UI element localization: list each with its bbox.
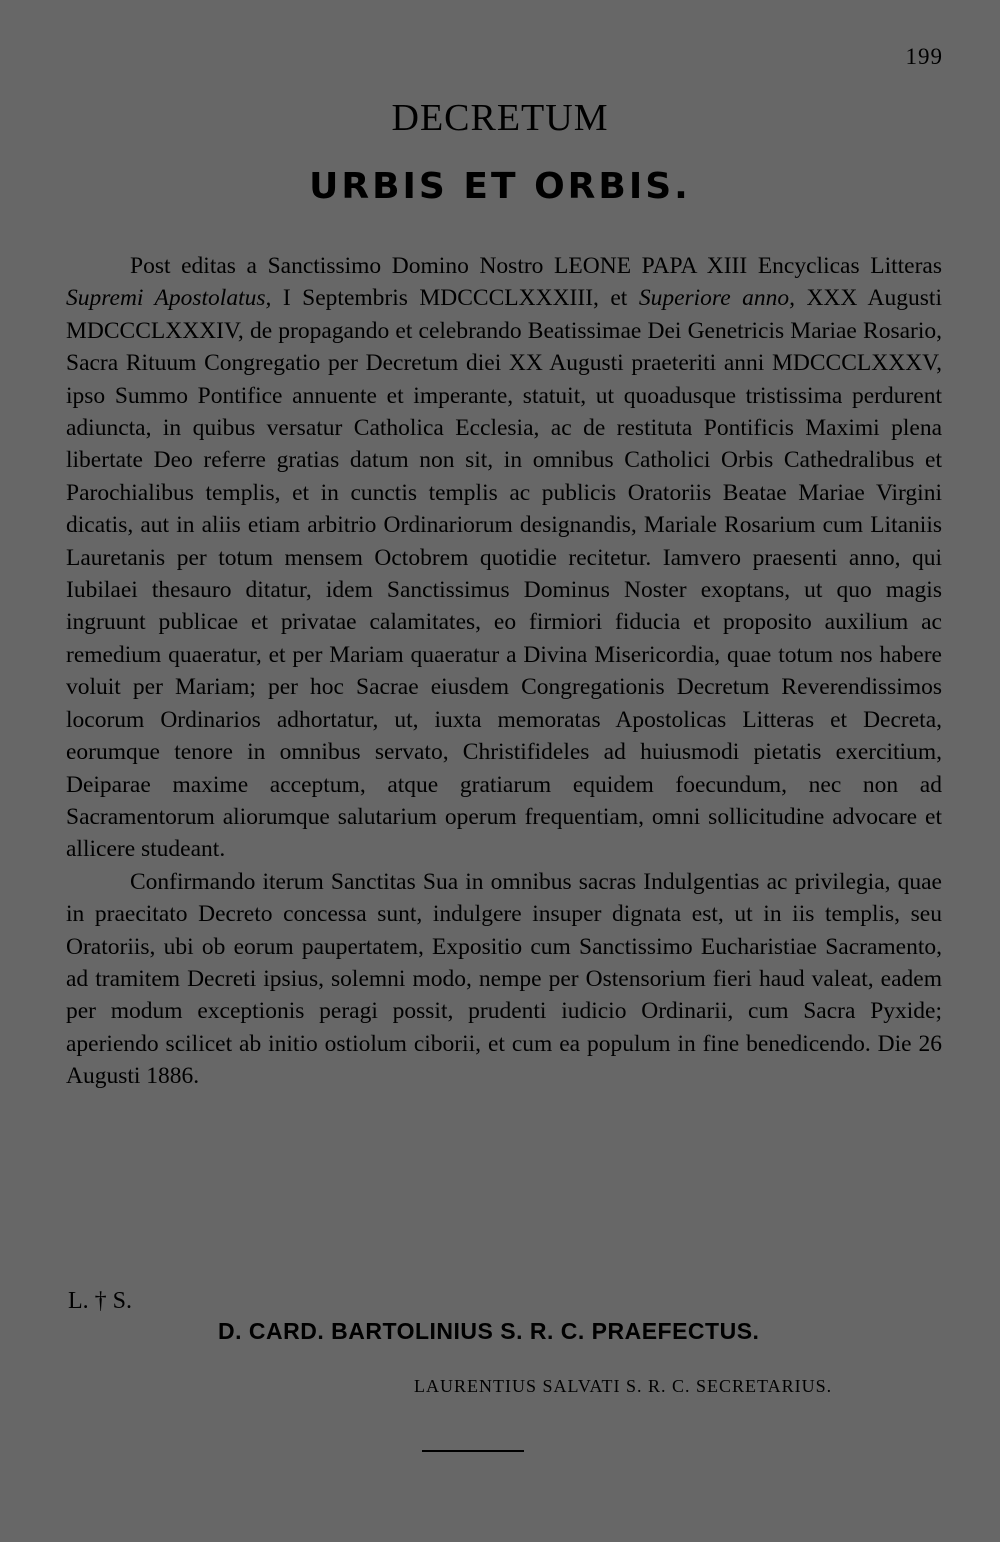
decree-body <box>66 250 942 1093</box>
paragraph-2: Confirmando iterum Sanctitas Sua in omnibus sacras Indulgentias ac privilegia, quae in praecitato Decreto concessa sunt, indulgere insuper dignata est, ut in iis templis, seu Oratoriis, ubi ob eorum paupertatem, Expositio cum Sanctissimo Eucharistiae Sacramento, ad tramitem Decreti ipsius, solemni modo, nempe per Ostensorium fieri haud valeat, eadem per modum exceptionis peragi possit, prudenti iudicio Ordinarii, cum Sacra Pyxide; aperiendo scilicet ab initio ostiolum ciborii, et cum ea populum in fine benedicendo. Die 26 Augusti 1886. <box>66 868 942 1090</box>
encyclical-title-1: Supremi Apostolatus, <box>66 285 272 312</box>
page-subtitle: URBIS ET ORBIS. <box>309 166 691 207</box>
paragraph-1-text-c: XXX Augusti MDCCCLXXXIV, de propagando et celebrando Beatissimae Dei Genetricis Mariae Rosario, Sacra Rituum Congregatio per Decretum diei XX Augusti praeteriti anni MDCCCLXXXV, ipso Summo Pontifice annuente et imperante, statuit, ut quoadusque tristissima perdurent adiuncta, in quibus versatur Catholica Ecclesia, ac de restituta Pontificis Maximi plena libertate Deo referre gratias datum non sit, in omnibus Catholici Orbis Cathedralibus et Parochialibus templis, et in cunctis templis ac publicis Oratoriis Beatae Mariae Virgini dicatis, aut in aliis etiam arbitrio Ordinariorum designandis, Mariale Rosarium cum Litaniis Lauretanis per totum mensem Octobrem quotidie recitetur. Iamvero praesenti anno, qui Iubilaei thesauro ditatur, idem Sanctissimus Dominus Noster exoptans, ut quo magis ingruunt publicae et privatae calamitates, eo firmiori fiducia et proposito auxilium ac remedium quaeratur, et per Mariam quaeratur a Divina Misericordia, quae totum nos habere voluit per Mariam; per hoc Sacrae eiusdem Congregationis Decretum Reverendissimos locorum Ordinarios adhortatur, ut, iuxta memoratas Apostolicas Litteras et Decreta, eorumque tenore in omnibus servato, Christifideles ad huiusmodi pietatis exercitium, Deiparae maxime acceptum, atque gratiarum equidem foecundum, nec non ad Sacramentorum aliorumque salutarium operum frequentiam, omni sollicitudine advocare et allicere studeant. <box>66 285 942 863</box>
closing-rule-divider <box>422 1450 524 1452</box>
paragraph-1 <box>66 250 942 866</box>
seal-mark: L. † S. <box>68 1288 133 1314</box>
paragraph-1-text-b: I Septembris MDCCCLXXXIII, et <box>271 285 639 312</box>
encyclical-title-2: Superiore anno, <box>638 285 795 312</box>
secretary-signature: LAURENTIUS SALVATI S. R. C. SECRETARIUS. <box>414 1376 833 1396</box>
prefect-signature: D. CARD. BARTOLINIUS S. R. C. PRAEFECTUS. <box>218 1318 760 1344</box>
paragraph-1-text-a: Post editas a Sanctissimo Domino Nostro LEONE PAPA XIII Encyclicas Litteras <box>130 253 942 279</box>
page-title: DECRETUM <box>391 97 609 139</box>
page-number: 199 <box>905 44 943 69</box>
